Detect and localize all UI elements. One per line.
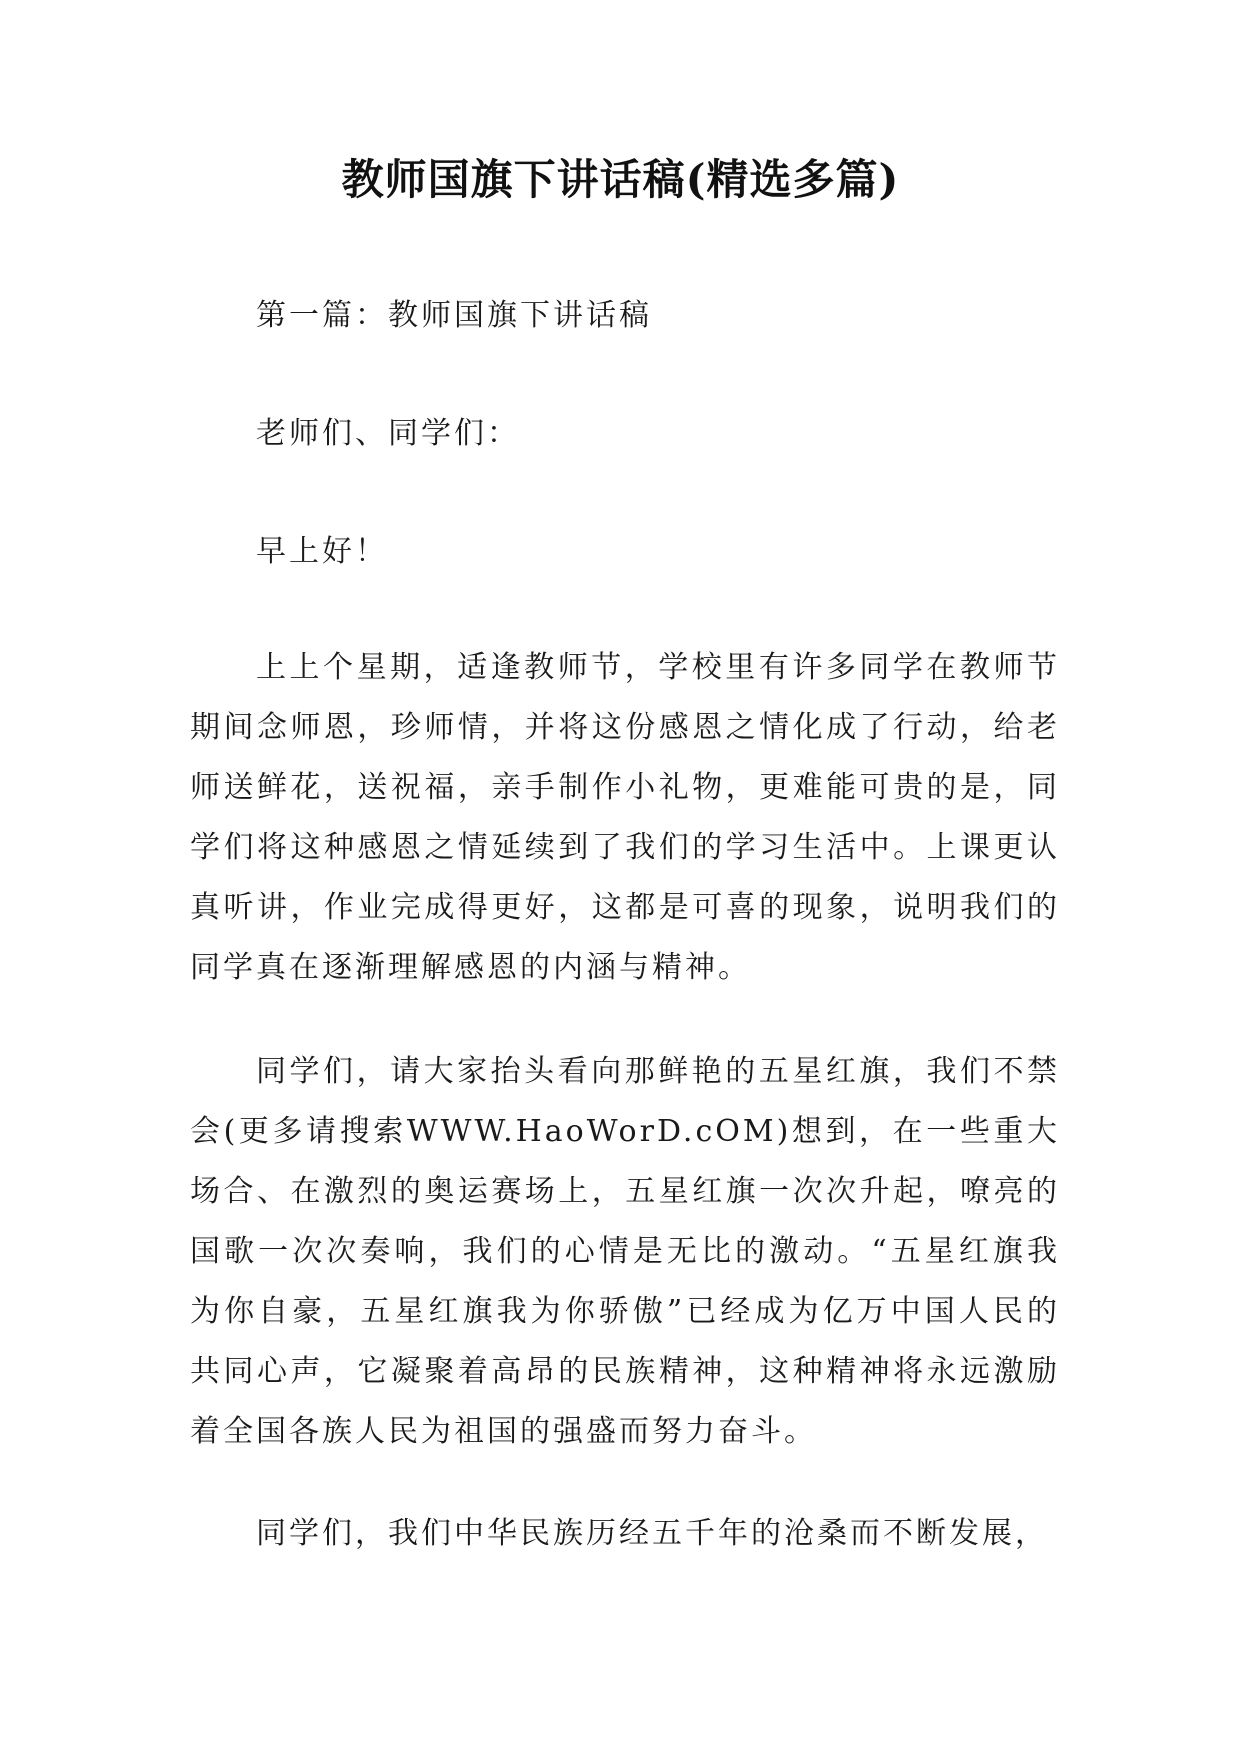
document-title: 教师国旗下讲话稿(精选多篇)	[341, 155, 900, 204]
body-paragraph-1: 上上个星期，适逢教师节，学校里有许多同学在教师节期间念师恩，珍师情，并将这份感恩之情化成了行动，给老师送鲜花，送祝福，亲手制作小礼物，更难能可贵的是，同学们将这种感恩之情延续到了我们的学习生活中。上课更认真听讲，作业完成得更好，这都是可喜的现象，说明我们的同学真在逐渐理解感恩的内涵与精神。	[190, 650, 1060, 985]
section-heading: 第一篇：教师国旗下讲话稿	[256, 298, 652, 333]
body-paragraph-3: 同学们，我们中华民族历经五千年的沧桑而不断发展，	[256, 1516, 1048, 1551]
salutation: 老师们、同学们：	[256, 416, 520, 451]
body-paragraph-2: 同学们，请大家抬头看向那鲜艳的五星红旗，我们不禁会(更多请搜索WWW.HaoWorD.cOM)想到，在一些重大场合、在激烈的奥运赛场上，五星红旗一次次升起，嘹亮的国歌一次次奏响，我们的心情是无比的激动。“五星红旗我为你自豪，五星红旗我为你骄傲”已经成为亿万中国人民的共同心声，它凝聚着高昂的民族精神，这种精神将永远激励着全国各族人民为祖国的强盛而努力奋斗。	[190, 1054, 1060, 1449]
greeting: 早上好！	[256, 534, 388, 569]
